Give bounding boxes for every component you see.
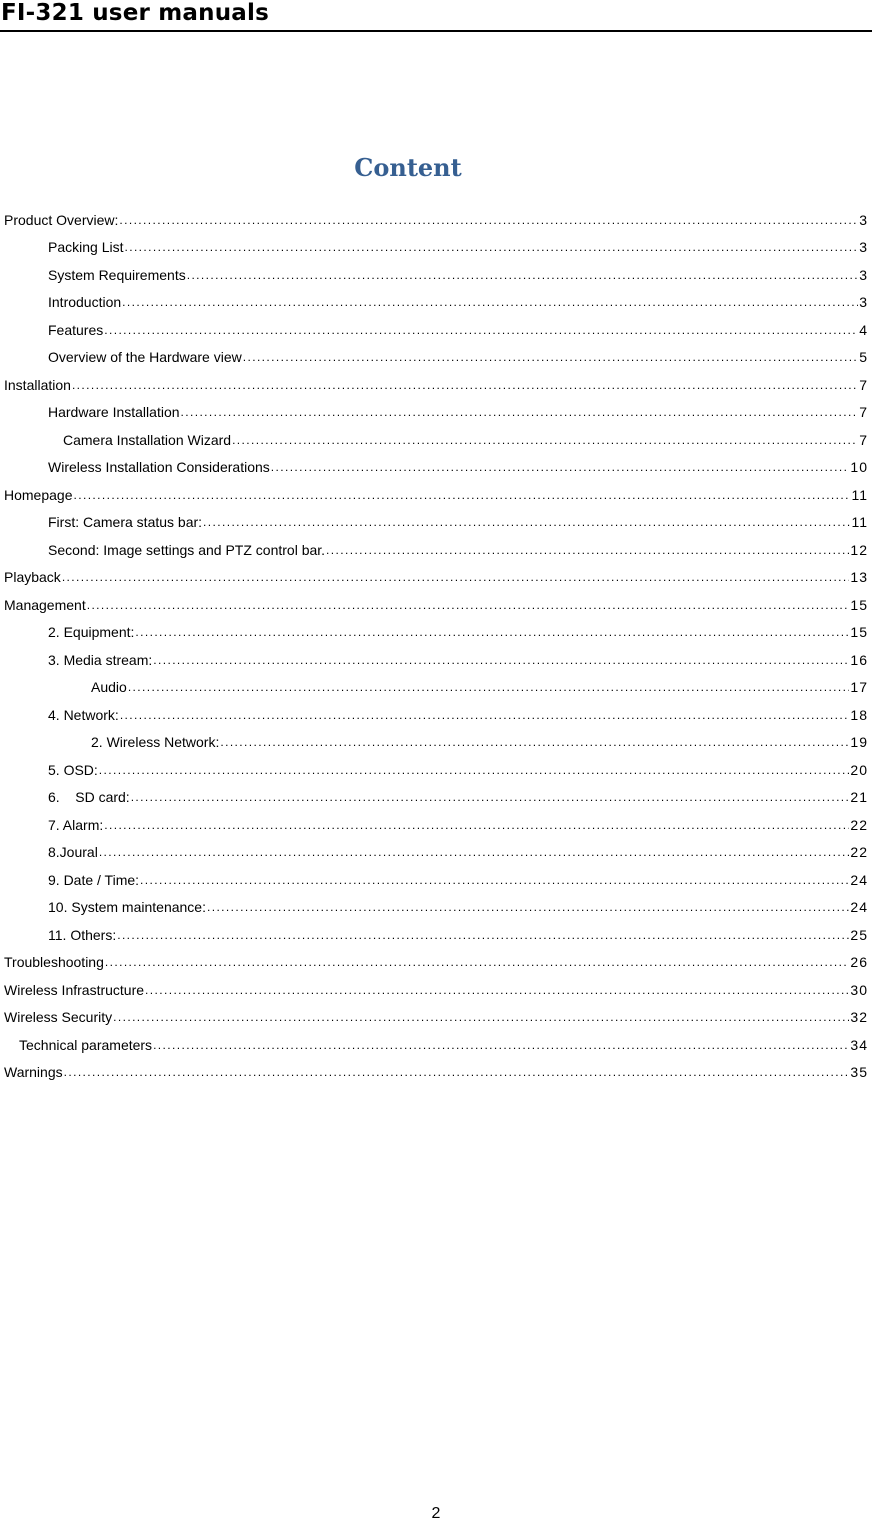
- toc-entry[interactable]: [4, 509, 868, 537]
- toc-entry-label: Wireless Installation Considerations: [48, 459, 270, 476]
- toc-dot-leader: [74, 486, 851, 504]
- toc-entry[interactable]: [4, 371, 868, 399]
- toc-entry[interactable]: [4, 289, 868, 317]
- toc-entry[interactable]: [4, 619, 868, 647]
- toc-dot-leader: [105, 953, 850, 971]
- toc-entry[interactable]: [4, 261, 868, 289]
- toc-entry[interactable]: [4, 894, 868, 922]
- toc-entry-page: 11: [851, 514, 868, 531]
- toc-entry[interactable]: [4, 866, 868, 894]
- toc-entry-page: 26: [850, 954, 868, 971]
- toc-dot-leader: [128, 678, 850, 696]
- toc-entry-label: Features: [48, 321, 104, 338]
- toc-entry[interactable]: [4, 646, 868, 674]
- toc-entry-label: Camera Installation Wizard: [63, 431, 232, 448]
- toc-dot-leader: [140, 871, 849, 889]
- toc-entry-page: 11: [851, 486, 868, 503]
- toc-entry[interactable]: [4, 1004, 868, 1032]
- toc-dot-leader: [113, 1008, 849, 1026]
- content-heading-text: Content: [354, 153, 462, 182]
- toc-entry[interactable]: [4, 674, 868, 702]
- toc-entry[interactable]: [4, 564, 868, 592]
- toc-entry-page: 18: [850, 706, 868, 723]
- toc-entry[interactable]: [4, 234, 868, 262]
- toc-entry-page: 15: [850, 596, 868, 613]
- toc-entry-label: Wireless Security: [4, 1009, 113, 1026]
- toc-dot-leader: [203, 513, 850, 531]
- toc-entry[interactable]: [4, 344, 868, 372]
- toc-entry-page: 35: [850, 1064, 868, 1081]
- toc-entry-label: 4. Network:: [48, 706, 119, 723]
- toc-dot-leader: [207, 898, 849, 916]
- toc-entry-page: 4: [859, 321, 868, 338]
- toc-entry-label: Management: [4, 596, 86, 613]
- toc-entry-page: 3: [859, 211, 868, 228]
- toc-entry-label: 6. SD card:: [48, 789, 130, 806]
- toc-entry-label: Homepage: [4, 486, 73, 503]
- toc-dot-leader: [135, 623, 849, 641]
- toc-dot-leader: [181, 403, 859, 421]
- toc-entry-label: Overview of the Hardware view: [48, 349, 242, 366]
- toc-dot-leader: [220, 733, 849, 751]
- toc-entry-page: 3: [859, 239, 868, 256]
- toc-dot-leader: [122, 293, 858, 311]
- toc-entry-page: 17: [850, 679, 868, 696]
- toc-dot-leader: [99, 761, 850, 779]
- toc-entry[interactable]: [4, 316, 868, 344]
- toc-dot-leader: [271, 458, 850, 476]
- toc-entry-label: Troubleshooting: [4, 954, 104, 971]
- toc-entry-page: 15: [850, 624, 868, 641]
- toc-entry-page: 30: [850, 981, 868, 998]
- toc-entry-label: 10. System maintenance:: [48, 899, 206, 916]
- toc-entry[interactable]: [4, 949, 868, 977]
- toc-dot-leader: [232, 431, 858, 449]
- toc-entry-label: 2. Equipment:: [48, 624, 135, 641]
- toc-entry-page: 13: [850, 569, 868, 586]
- toc-dot-leader: [119, 211, 858, 229]
- toc-entry-label: Warnings: [4, 1064, 63, 1081]
- toc-dot-leader: [326, 541, 849, 559]
- toc-entry-label: Product Overview:: [4, 211, 119, 228]
- toc-entry-page: 16: [850, 651, 868, 668]
- toc-entry-page: 34: [850, 1036, 868, 1053]
- toc-entry-label: Hardware Installation: [48, 404, 180, 421]
- content-heading: [0, 151, 872, 185]
- toc-dot-leader: [99, 843, 850, 861]
- toc-dot-leader: [187, 266, 858, 284]
- toc-dot-leader: [120, 706, 850, 724]
- toc-entry-page: 24: [850, 871, 868, 888]
- toc-dot-leader: [243, 348, 858, 366]
- toc-entry-label: 11. Others:: [48, 926, 117, 943]
- toc-dot-leader: [104, 816, 849, 834]
- toc-entry-page: 32: [850, 1009, 868, 1026]
- toc-entry-page: 21: [850, 789, 868, 806]
- toc-dot-leader: [145, 981, 849, 999]
- toc-entry-page: 10: [850, 459, 868, 476]
- toc-dot-leader: [64, 1063, 850, 1081]
- toc-entry[interactable]: [4, 591, 868, 619]
- toc-entry[interactable]: [4, 206, 868, 234]
- toc-dot-leader: [87, 596, 850, 614]
- page-number: 2: [431, 1505, 441, 1522]
- toc-entry[interactable]: [4, 976, 868, 1004]
- toc-dot-leader: [117, 926, 849, 944]
- toc-entry-page: 3: [859, 294, 868, 311]
- toc-entry-page: 19: [850, 734, 868, 751]
- toc-entry-label: 5. OSD:: [48, 761, 98, 778]
- toc-entry-page: 3: [859, 266, 868, 283]
- toc-entry-page: 24: [850, 899, 868, 916]
- toc-entry-label: Audio: [91, 679, 127, 696]
- toc-entry-page: 20: [850, 761, 868, 778]
- toc-entry-page: 5: [859, 349, 868, 366]
- toc-dot-leader: [131, 788, 850, 806]
- toc-entry[interactable]: [4, 1059, 868, 1087]
- toc-dot-leader: [153, 1036, 849, 1054]
- toc-entry[interactable]: [4, 481, 868, 509]
- toc-entry[interactable]: [4, 426, 868, 454]
- toc-entry-label: Second: Image settings and PTZ control bar.: [48, 541, 326, 558]
- toc-entry[interactable]: [4, 701, 868, 729]
- toc-dot-leader: [72, 376, 858, 394]
- toc-entry-label: 7. Alarm:: [48, 816, 104, 833]
- toc-entry-label: Wireless Infrastructure: [4, 981, 145, 998]
- toc-entry[interactable]: [4, 536, 868, 564]
- toc-entry[interactable]: [4, 1031, 868, 1059]
- toc-entry[interactable]: [4, 454, 868, 482]
- toc-entry-label: Installation: [4, 376, 71, 393]
- page-header: [0, 0, 872, 32]
- toc-entry-label: Technical parameters: [19, 1036, 153, 1053]
- toc-entry-label: First: Camera status bar:: [48, 514, 203, 531]
- toc-entry-page: 25: [850, 926, 868, 943]
- toc-entry-label: 2. Wireless Network:: [91, 734, 220, 751]
- header-title: FI-321 user manuals: [1, 0, 269, 26]
- toc-entry[interactable]: [4, 921, 868, 949]
- toc-entry-page: 22: [850, 844, 868, 861]
- toc-entry[interactable]: [4, 784, 868, 812]
- table-of-contents: [4, 206, 868, 1086]
- toc-entry[interactable]: [4, 399, 868, 427]
- toc-entry-label: Introduction: [48, 294, 122, 311]
- toc-dot-leader: [104, 321, 858, 339]
- toc-entry-label: System Requirements: [48, 266, 186, 283]
- toc-entry-label: Playback: [4, 569, 61, 586]
- toc-entry-label: 3. Media stream:: [48, 651, 153, 668]
- toc-entry[interactable]: [4, 839, 868, 867]
- toc-entry[interactable]: [4, 756, 868, 784]
- toc-entry-page: 22: [850, 816, 868, 833]
- toc-dot-leader: [62, 568, 850, 586]
- toc-entry-page: 12: [850, 541, 868, 558]
- toc-entry-label: Packing List: [48, 239, 124, 256]
- toc-entry[interactable]: [4, 811, 868, 839]
- toc-entry-page: 7: [859, 404, 868, 421]
- toc-entry-page: 7: [859, 431, 868, 448]
- toc-dot-leader: [124, 238, 858, 256]
- toc-entry[interactable]: [4, 729, 868, 757]
- toc-entry-page: 7: [859, 376, 868, 393]
- toc-dot-leader: [153, 651, 849, 669]
- toc-entry-label: 9. Date / Time:: [48, 871, 140, 888]
- toc-entry-label: 8.Joural: [48, 844, 98, 861]
